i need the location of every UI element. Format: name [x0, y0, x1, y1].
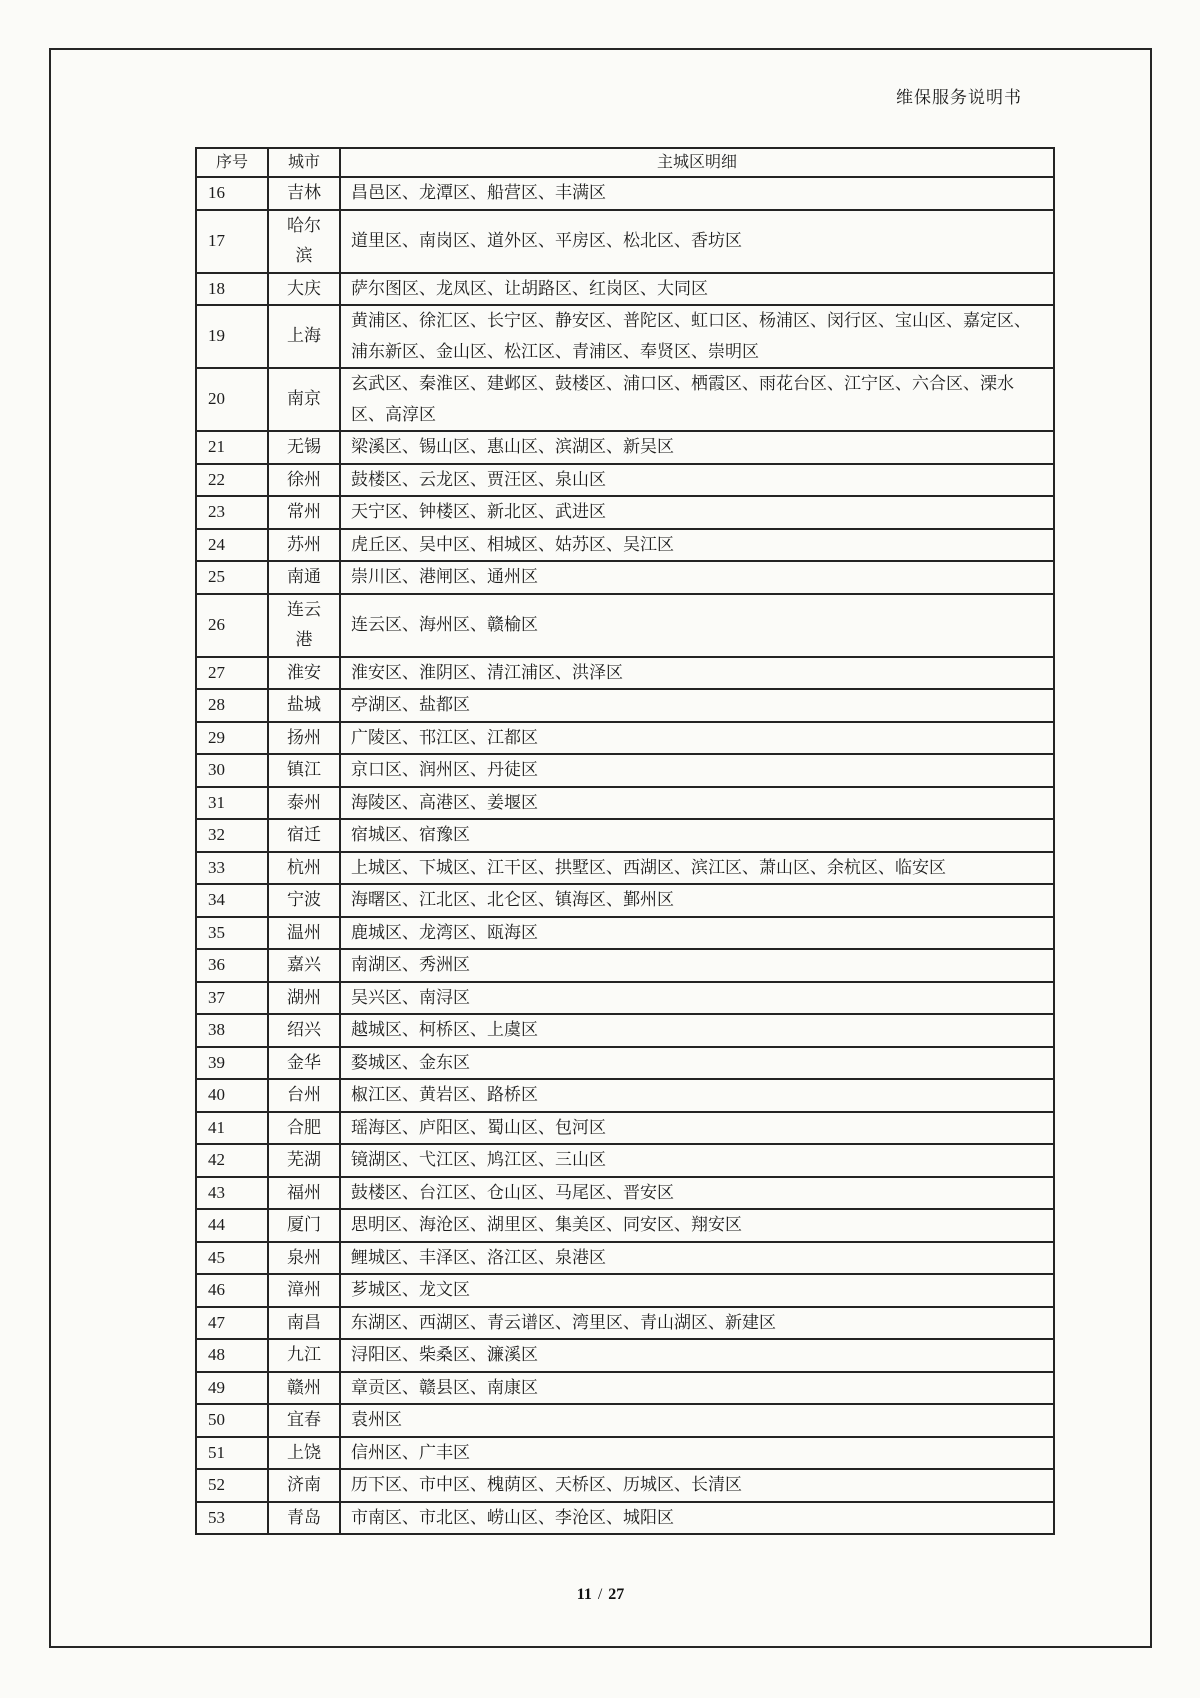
- row-no-cell: 19: [196, 305, 268, 368]
- table-header-row: [196, 148, 1054, 177]
- page-number-total: 27: [608, 1586, 625, 1603]
- table-row: [196, 1014, 1054, 1047]
- row-city-cell: 大庆: [268, 273, 340, 306]
- table-row: [196, 1437, 1054, 1470]
- table-row: [196, 1047, 1054, 1080]
- row-city-cell: 绍兴: [268, 1014, 340, 1047]
- row-districts-cell: 鼓楼区、云龙区、贾汪区、泉山区: [340, 464, 1054, 497]
- row-districts-cell: 道里区、南岗区、道外区、平房区、松北区、香坊区: [340, 210, 1054, 273]
- row-districts-cell: 鹿城区、龙湾区、瓯海区: [340, 917, 1054, 950]
- table-row: [196, 1404, 1054, 1437]
- table-row: [196, 657, 1054, 690]
- row-districts-cell: 袁州区: [340, 1404, 1054, 1437]
- row-no-cell: 28: [196, 689, 268, 722]
- row-no-cell: 20: [196, 368, 268, 431]
- row-city-cell: 宁波: [268, 884, 340, 917]
- row-no-cell: 42: [196, 1144, 268, 1177]
- row-city-cell: 盐城: [268, 689, 340, 722]
- page-number: [51, 1586, 1150, 1604]
- row-city-cell: 南京: [268, 368, 340, 431]
- row-districts-cell: 越城区、柯桥区、上虞区: [340, 1014, 1054, 1047]
- row-districts-cell: 亭湖区、盐都区: [340, 689, 1054, 722]
- row-no-cell: 16: [196, 177, 268, 210]
- col-header-no: 序号: [196, 148, 268, 177]
- table-row: [196, 884, 1054, 917]
- table-row: [196, 1339, 1054, 1372]
- row-no-cell: 36: [196, 949, 268, 982]
- row-city-cell: 扬州: [268, 722, 340, 755]
- table-row: [196, 1307, 1054, 1340]
- row-districts-cell: 浔阳区、柴桑区、濂溪区: [340, 1339, 1054, 1372]
- row-city-cell: 青岛: [268, 1502, 340, 1535]
- row-districts-cell: 玄武区、秦淮区、建邺区、鼓楼区、浦口区、栖霞区、雨花台区、江宁区、六合区、溧水区、高淳区: [340, 368, 1054, 431]
- row-no-cell: 43: [196, 1177, 268, 1210]
- page-border-frame: [49, 48, 1152, 1648]
- table-row: [196, 305, 1054, 368]
- row-districts-cell: 虎丘区、吴中区、相城区、姑苏区、吴江区: [340, 529, 1054, 562]
- row-districts-cell: 婺城区、金东区: [340, 1047, 1054, 1080]
- row-no-cell: 37: [196, 982, 268, 1015]
- row-districts-cell: 芗城区、龙文区: [340, 1274, 1054, 1307]
- row-districts-cell: 南湖区、秀洲区: [340, 949, 1054, 982]
- row-no-cell: 49: [196, 1372, 268, 1405]
- row-districts-cell: 椒江区、黄岩区、路桥区: [340, 1079, 1054, 1112]
- table-row: [196, 1469, 1054, 1502]
- row-no-cell: 21: [196, 431, 268, 464]
- row-city-cell: 福州: [268, 1177, 340, 1210]
- table-row: [196, 368, 1054, 431]
- row-no-cell: 50: [196, 1404, 268, 1437]
- row-no-cell: 34: [196, 884, 268, 917]
- row-no-cell: 46: [196, 1274, 268, 1307]
- row-no-cell: 22: [196, 464, 268, 497]
- row-no-cell: 52: [196, 1469, 268, 1502]
- row-city-cell: 上饶: [268, 1437, 340, 1470]
- table-row: [196, 1112, 1054, 1145]
- table-row: [196, 1209, 1054, 1242]
- table-row: [196, 210, 1054, 273]
- table-row: [196, 1144, 1054, 1177]
- row-city-cell: 九江: [268, 1339, 340, 1372]
- table-row: [196, 1502, 1054, 1535]
- row-city-cell: 南通: [268, 561, 340, 594]
- row-districts-cell: 黄浦区、徐汇区、长宁区、静安区、普陀区、虹口区、杨浦区、闵行区、宝山区、嘉定区、浦东新区、金山区、松江区、青浦区、奉贤区、崇明区: [340, 305, 1054, 368]
- row-districts-cell: 吴兴区、南浔区: [340, 982, 1054, 1015]
- col-header-city: 城市: [268, 148, 340, 177]
- table-row: [196, 1372, 1054, 1405]
- row-districts-cell: 天宁区、钟楼区、新北区、武进区: [340, 496, 1054, 529]
- row-no-cell: 23: [196, 496, 268, 529]
- table-row: [196, 819, 1054, 852]
- row-city-cell: 宿迁: [268, 819, 340, 852]
- row-city-cell: 台州: [268, 1079, 340, 1112]
- table-row: [196, 1242, 1054, 1275]
- row-districts-cell: 梁溪区、锡山区、惠山区、滨湖区、新吴区: [340, 431, 1054, 464]
- row-city-cell: 厦门: [268, 1209, 340, 1242]
- row-city-cell: 漳州: [268, 1274, 340, 1307]
- row-no-cell: 51: [196, 1437, 268, 1470]
- row-no-cell: 29: [196, 722, 268, 755]
- row-city-cell: 泉州: [268, 1242, 340, 1275]
- row-no-cell: 47: [196, 1307, 268, 1340]
- row-no-cell: 30: [196, 754, 268, 787]
- row-city-cell: 芜湖: [268, 1144, 340, 1177]
- row-city-cell: 合肥: [268, 1112, 340, 1145]
- row-no-cell: 17: [196, 210, 268, 273]
- row-city-cell: 淮安: [268, 657, 340, 690]
- row-city-cell: 上海: [268, 305, 340, 368]
- row-city-cell: 济南: [268, 1469, 340, 1502]
- row-no-cell: 48: [196, 1339, 268, 1372]
- row-no-cell: 27: [196, 657, 268, 690]
- row-city-cell: 吉林: [268, 177, 340, 210]
- table-row: [196, 689, 1054, 722]
- row-no-cell: 32: [196, 819, 268, 852]
- row-no-cell: 18: [196, 273, 268, 306]
- table-row: [196, 949, 1054, 982]
- row-city-cell: 温州: [268, 917, 340, 950]
- row-districts-cell: 历下区、市中区、槐荫区、天桥区、历城区、长清区: [340, 1469, 1054, 1502]
- row-districts-cell: 萨尔图区、龙凤区、让胡路区、红岗区、大同区: [340, 273, 1054, 306]
- row-city-cell: 哈尔滨: [268, 210, 340, 273]
- table-row: [196, 852, 1054, 885]
- row-no-cell: 53: [196, 1502, 268, 1535]
- row-districts-cell: 鼓楼区、台江区、仓山区、马尾区、晋安区: [340, 1177, 1054, 1210]
- row-no-cell: 26: [196, 594, 268, 657]
- row-city-cell: 嘉兴: [268, 949, 340, 982]
- row-city-cell: 镇江: [268, 754, 340, 787]
- row-districts-cell: 淮安区、淮阴区、清江浦区、洪泽区: [340, 657, 1054, 690]
- row-city-cell: 无锡: [268, 431, 340, 464]
- row-no-cell: 39: [196, 1047, 268, 1080]
- table-row: [196, 431, 1054, 464]
- row-districts-cell: 市南区、市北区、崂山区、李沧区、城阳区: [340, 1502, 1054, 1535]
- row-no-cell: 35: [196, 917, 268, 950]
- row-districts-cell: 思明区、海沧区、湖里区、集美区、同安区、翔安区: [340, 1209, 1054, 1242]
- table-row: [196, 273, 1054, 306]
- table-row: [196, 787, 1054, 820]
- row-no-cell: 45: [196, 1242, 268, 1275]
- table-row: [196, 1079, 1054, 1112]
- row-districts-cell: 京口区、润州区、丹徒区: [340, 754, 1054, 787]
- row-city-cell: 常州: [268, 496, 340, 529]
- row-city-cell: 徐州: [268, 464, 340, 497]
- page-number-separator: /: [597, 1586, 603, 1603]
- row-city-cell: 金华: [268, 1047, 340, 1080]
- row-no-cell: 31: [196, 787, 268, 820]
- row-no-cell: 25: [196, 561, 268, 594]
- row-districts-cell: 鲤城区、丰泽区、洛江区、泉港区: [340, 1242, 1054, 1275]
- table-row: [196, 722, 1054, 755]
- row-no-cell: 41: [196, 1112, 268, 1145]
- row-city-cell: 连云港: [268, 594, 340, 657]
- row-city-cell: 宜春: [268, 1404, 340, 1437]
- table-row: [196, 561, 1054, 594]
- row-city-cell: 湖州: [268, 982, 340, 1015]
- row-no-cell: 24: [196, 529, 268, 562]
- table-row: [196, 594, 1054, 657]
- row-districts-cell: 信州区、广丰区: [340, 1437, 1054, 1470]
- row-no-cell: 40: [196, 1079, 268, 1112]
- table-row: [196, 754, 1054, 787]
- row-districts-cell: 海曙区、江北区、北仑区、镇海区、鄞州区: [340, 884, 1054, 917]
- table-row: [196, 496, 1054, 529]
- table-row: [196, 177, 1054, 210]
- row-districts-cell: 昌邑区、龙潭区、船营区、丰满区: [340, 177, 1054, 210]
- row-no-cell: 38: [196, 1014, 268, 1047]
- row-districts-cell: 广陵区、邗江区、江都区: [340, 722, 1054, 755]
- row-districts-cell: 章贡区、赣县区、南康区: [340, 1372, 1054, 1405]
- row-city-cell: 苏州: [268, 529, 340, 562]
- row-city-cell: 赣州: [268, 1372, 340, 1405]
- row-districts-cell: 上城区、下城区、江干区、拱墅区、西湖区、滨江区、萧山区、余杭区、临安区: [340, 852, 1054, 885]
- row-city-cell: 杭州: [268, 852, 340, 885]
- table-row: [196, 1274, 1054, 1307]
- table-row: [196, 464, 1054, 497]
- row-districts-cell: 镜湖区、弋江区、鸠江区、三山区: [340, 1144, 1054, 1177]
- row-no-cell: 33: [196, 852, 268, 885]
- table-row: [196, 982, 1054, 1015]
- row-districts-cell: 海陵区、高港区、姜堰区: [340, 787, 1054, 820]
- row-city-cell: 泰州: [268, 787, 340, 820]
- row-districts-cell: 崇川区、港闸区、通州区: [340, 561, 1054, 594]
- table-row: [196, 1177, 1054, 1210]
- row-city-cell: 南昌: [268, 1307, 340, 1340]
- row-districts-cell: 宿城区、宿豫区: [340, 819, 1054, 852]
- row-districts-cell: 东湖区、西湖区、青云谱区、湾里区、青山湖区、新建区: [340, 1307, 1054, 1340]
- col-header-districts: 主城区明细: [340, 148, 1054, 177]
- doc-header-title: 维保服务说明书: [896, 88, 1022, 107]
- table-row: [196, 917, 1054, 950]
- row-no-cell: 44: [196, 1209, 268, 1242]
- page-number-current: 11: [576, 1586, 592, 1603]
- row-districts-cell: 连云区、海州区、赣榆区: [340, 594, 1054, 657]
- row-districts-cell: 瑶海区、庐阳区、蜀山区、包河区: [340, 1112, 1054, 1145]
- table-body: [196, 177, 1054, 1534]
- table-row: [196, 529, 1054, 562]
- city-district-table: [195, 147, 1055, 1535]
